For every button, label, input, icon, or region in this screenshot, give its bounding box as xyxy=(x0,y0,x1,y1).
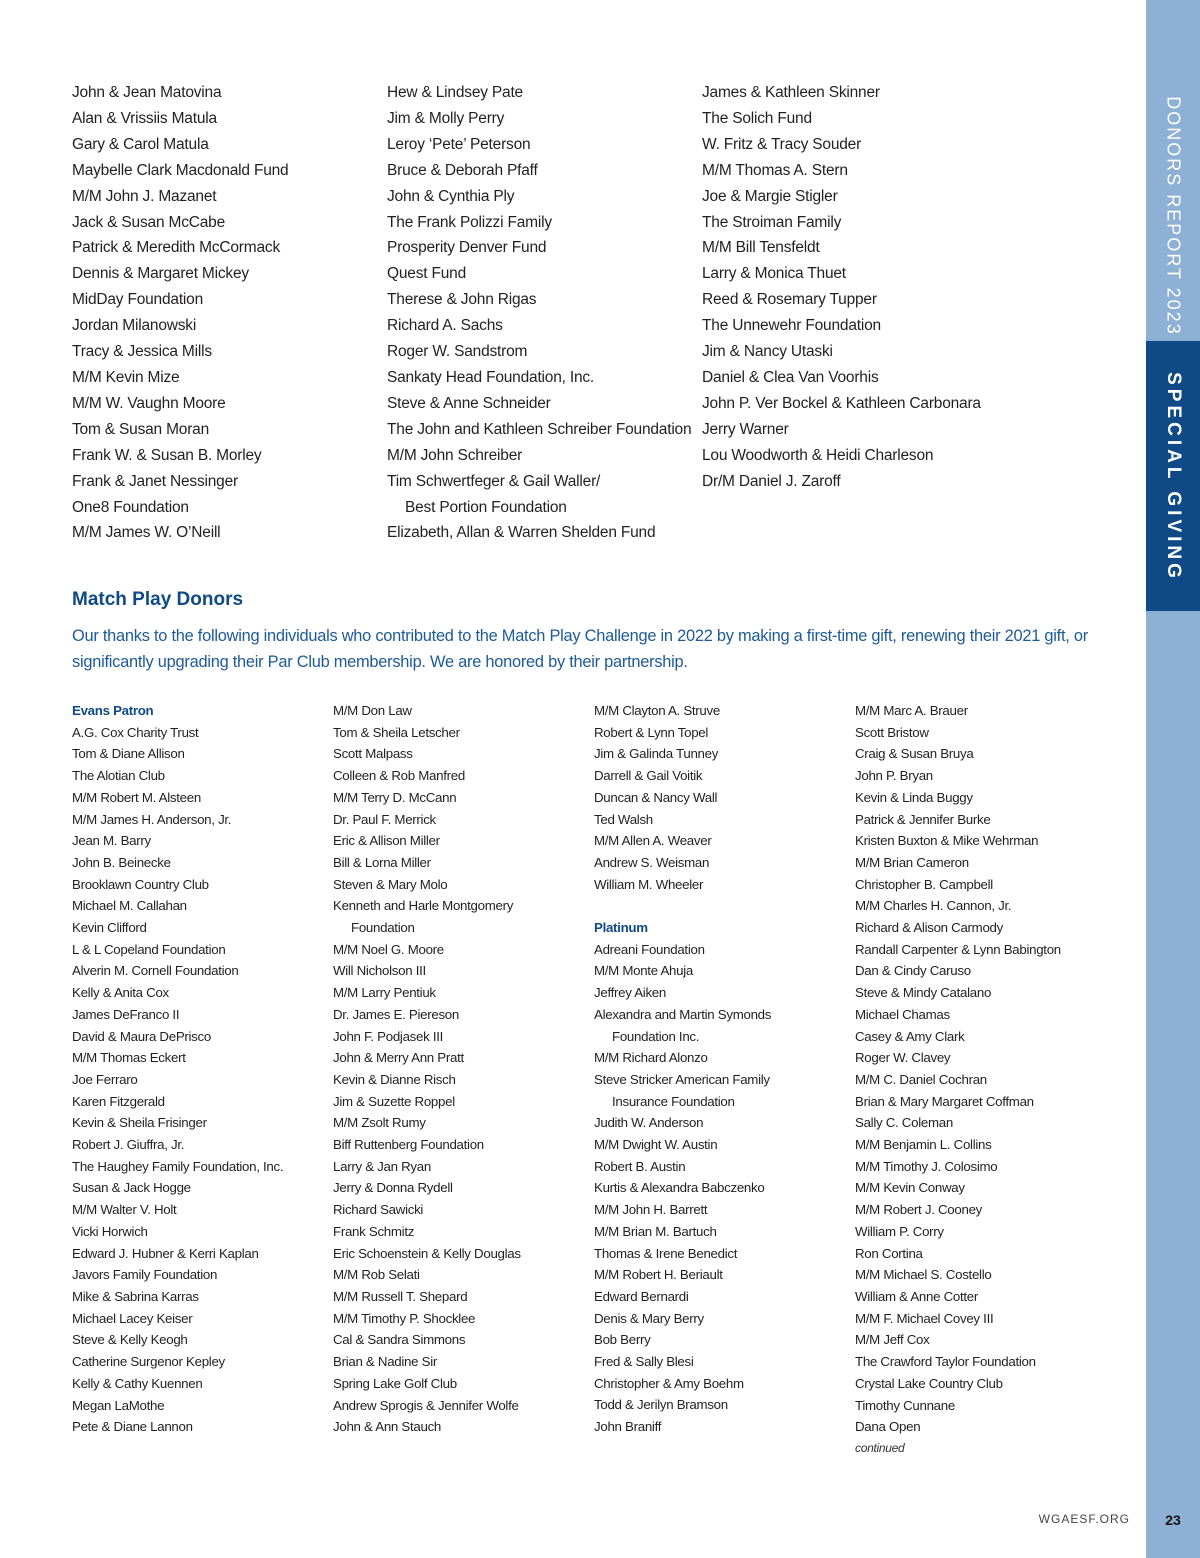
donor-group xyxy=(72,722,283,1438)
donor-name: Robert J. Giuffra, Jr. xyxy=(72,1137,185,1153)
section-label: SPECIAL GIVING xyxy=(1163,372,1184,582)
donor-name: John & Merry Ann Pratt xyxy=(333,1050,464,1066)
donor-name: Steven & Mary Molo xyxy=(333,876,448,892)
donor-name: The Solich Fund xyxy=(702,109,812,127)
spacer xyxy=(594,895,771,917)
donor-name: Christopher & Amy Boehm xyxy=(594,1375,744,1391)
donor-name: The Frank Polizzi Family xyxy=(387,213,552,231)
donor-name: Thomas & Irene Benedict xyxy=(594,1245,738,1261)
donor-name: MidDay Foundation xyxy=(72,291,204,309)
donor-name: M/M John J. Mazanet xyxy=(72,187,217,205)
donor-name: James & Kathleen Skinner xyxy=(702,84,880,101)
donor-name: M/M Zsolt Rumy xyxy=(333,1115,426,1131)
match-column-3 xyxy=(594,700,771,1438)
donor-name: L & L Copeland Foundation xyxy=(72,941,226,957)
donor-name: Fred & Sally Blesi xyxy=(594,1354,694,1370)
donor-name: M/M F. Michael Covey III xyxy=(855,1310,994,1326)
donor-name: Kelly & Cathy Kuennen xyxy=(72,1375,203,1391)
donor-name: Kevin Clifford xyxy=(72,920,147,936)
donor-name: Leroy ‘Pete’ Peterson xyxy=(387,135,531,153)
donor-name: M/M Terry D. McCann xyxy=(333,789,457,805)
donor-name: Foundation Inc. xyxy=(612,1028,700,1044)
donor-name: M/M Robert M. Alsteen xyxy=(72,789,201,805)
donor-name: Quest Fund xyxy=(387,265,466,283)
donor-name: M/M Marc A. Brauer xyxy=(855,703,968,718)
donor-name: Mike & Sabrina Karras xyxy=(72,1288,199,1304)
donor-name: Christopher B. Campbell xyxy=(855,876,993,892)
donor-name: Jordan Milanowski xyxy=(72,317,197,335)
intro-text: Our thanks to the following individuals who contributed to the Match Play Challenge in 2022 by making a first-time gift, renewing their 2021 gift, or significantly upgrading their Par Club membership. We are honored by their partnership. xyxy=(72,627,1088,671)
donor-name: Brooklawn Country Club xyxy=(72,876,209,892)
donor-name: Todd & Jerilyn Bramson xyxy=(594,1397,728,1413)
donor-name: Dan & Cindy Caruso xyxy=(855,963,971,979)
donor-name: Steve & Mindy Catalano xyxy=(855,985,992,1001)
donor-name: Casey & Amy Clark xyxy=(855,1028,965,1044)
donor-name: David & Maura DePrisco xyxy=(72,1028,211,1044)
donor-name: Alexandra and Martin Symonds xyxy=(594,1006,772,1022)
donor-name: Ted Walsh xyxy=(594,811,653,827)
donor-name: Duncan & Nancy Wall xyxy=(594,789,718,805)
donor-name: Dr. Paul F. Merrick xyxy=(333,811,436,827)
donor-name: Andrew Sprogis & Jennifer Wolfe xyxy=(333,1397,519,1413)
donor-name: One8 Foundation xyxy=(72,498,189,516)
donor-name: M/M Don Law xyxy=(333,703,412,718)
donor-name: M/M John Schreiber xyxy=(387,446,523,464)
donor-name: Larry & Jan Ryan xyxy=(333,1158,431,1174)
donor-name: Darrell & Gail Voitik xyxy=(594,768,703,784)
donor-name: Kurtis & Alexandra Babczenko xyxy=(594,1180,765,1196)
donor-name: Dana Open xyxy=(855,1419,921,1435)
donor-name: Crystal Lake Country Club xyxy=(855,1375,1003,1391)
donor-name: Scott Malpass xyxy=(333,746,413,762)
donor-name: Scott Bristow xyxy=(855,724,929,740)
donor-name: Jack & Susan McCabe xyxy=(72,213,225,231)
donor-name: Javors Family Foundation xyxy=(72,1267,218,1283)
donor-name: Frank W. & Susan B. Morley xyxy=(72,446,262,464)
donor-column-1 xyxy=(72,80,288,546)
donor-name: Denis & Mary Berry xyxy=(594,1310,704,1326)
donor-name: Timothy Cunnane xyxy=(855,1397,955,1413)
donor-name: Eric & Allison Miller xyxy=(333,833,440,849)
donor-name: M/M Timothy J. Colosimo xyxy=(855,1158,998,1174)
donor-name: Jim & Molly Perry xyxy=(387,109,505,127)
donor-name: Brian & Mary Margaret Coffman xyxy=(855,1093,1034,1109)
donor-name: Will Nicholson III xyxy=(333,963,426,979)
donor-name: M/M Thomas Eckert xyxy=(72,1050,186,1066)
donor-name: Sally C. Coleman xyxy=(855,1115,953,1131)
donor-name: Megan LaMothe xyxy=(72,1397,165,1413)
donor-name: Reed & Rosemary Tupper xyxy=(702,291,877,309)
donor-name: M/M Charles H. Cannon, Jr. xyxy=(855,898,1012,914)
donor-name: Roger W. Clavey xyxy=(855,1050,951,1066)
donor-name: Larry & Monica Thuet xyxy=(702,265,846,283)
donor-name: John F. Podjasek III xyxy=(333,1028,444,1044)
donor-name: Kenneth and Harle Montgomery xyxy=(333,898,514,914)
donor-name: M/M Benjamin L. Collins xyxy=(855,1137,992,1153)
donor-name: Steve & Anne Schneider xyxy=(387,394,551,412)
donor-name: John P. Bryan xyxy=(855,768,933,784)
donor-name: Michael M. Callahan xyxy=(72,898,187,914)
donor-name: M/M Monte Ahuja xyxy=(594,963,693,979)
donor-name: Craig & Susan Bruya xyxy=(855,746,974,762)
donor-name: Edward J. Hubner & Kerri Kaplan xyxy=(72,1245,259,1261)
donor-name: Jim & Galinda Tunney xyxy=(594,746,719,762)
donor-name: M/M Clayton A. Struve xyxy=(594,703,720,718)
website-url: WGAESF.ORG xyxy=(1038,1512,1130,1526)
donor-group xyxy=(594,939,771,1438)
donor-name: The Haughey Family Foundation, Inc. xyxy=(72,1158,284,1174)
donor-name: Jim & Nancy Utaski xyxy=(702,343,833,361)
donor-name: Colleen & Rob Manfred xyxy=(333,768,465,784)
donor-name: Richard Sawicki xyxy=(333,1202,424,1218)
donor-name: Tom & Diane Allison xyxy=(72,746,185,762)
section-title: Match Play Donors xyxy=(72,589,244,610)
donor-column-3 xyxy=(702,80,981,495)
donor-name: Catherine Surgenor Kepley xyxy=(72,1354,225,1370)
donor-name: Kevin & Dianne Risch xyxy=(333,1071,456,1087)
report-label: DONORS REPORT 2023 xyxy=(1163,96,1184,336)
donor-name: William P. Corry xyxy=(855,1223,944,1239)
donor-name: The John and Kathleen Schreiber Foundation xyxy=(387,420,692,438)
donor-name: Dr. James E. Piereson xyxy=(333,1006,459,1022)
donor-name: M/M Michael S. Costello xyxy=(855,1267,992,1283)
donor-name: Alverin M. Cornell Foundation xyxy=(72,963,239,979)
donor-name: M/M James W. O’Neill xyxy=(72,524,221,542)
donor-name: William & Anne Cotter xyxy=(855,1288,979,1304)
donor-name: Robert B. Austin xyxy=(594,1158,686,1174)
donor-name: M/M Russell T. Shepard xyxy=(333,1288,468,1304)
donor-name: M/M Brian M. Bartuch xyxy=(594,1223,717,1239)
donor-name: Patrick & Meredith McCormack xyxy=(72,239,281,257)
donor-name: M/M C. Daniel Cochran xyxy=(855,1071,987,1087)
donor-name: M/M Kevin Mize xyxy=(72,368,180,386)
donor-name: Jerry & Donna Rydell xyxy=(333,1180,453,1196)
donor-name: Vicki Horwich xyxy=(72,1223,148,1239)
donor-name: Bruce & Deborah Pfaff xyxy=(387,161,538,179)
donor-name: M/M Robert J. Cooney xyxy=(855,1202,983,1218)
donor-name: Ron Cortina xyxy=(855,1245,923,1261)
donor-name: M/M Richard Alonzo xyxy=(594,1050,708,1066)
donor-name: M/M James H. Anderson, Jr. xyxy=(72,811,232,827)
donor-name: Tracy & Jessica Mills xyxy=(72,343,212,361)
donor-name: John P. Ver Bockel & Kathleen Carbonara xyxy=(702,394,981,412)
donor-name: Bob Berry xyxy=(594,1332,651,1348)
donor-name: Elizabeth, Allan & Warren Shelden Fund xyxy=(387,524,656,542)
donor-name: Sankaty Head Foundation, Inc. xyxy=(387,368,595,386)
donor-name: Judith W. Anderson xyxy=(594,1115,704,1131)
donor-name: Cal & Sandra Simmons xyxy=(333,1332,466,1348)
donor-name: Richard A. Sachs xyxy=(387,317,503,335)
donor-name: Jim & Suzette Roppel xyxy=(333,1093,455,1109)
donor-name: Insurance Foundation xyxy=(612,1093,735,1109)
donor-name: Biff Ruttenberg Foundation xyxy=(333,1137,484,1153)
donor-name: Edward Bernardi xyxy=(594,1288,689,1304)
donor-name: M/M Rob Selati xyxy=(333,1267,420,1283)
donor-name: Kristen Buxton & Mike Wehrman xyxy=(855,833,1039,849)
donor-name: John & Jean Matovina xyxy=(72,84,222,101)
donor-name: M/M Allen A. Weaver xyxy=(594,833,712,849)
donor-name: Jerry Warner xyxy=(702,420,789,438)
donor-name: M/M Timothy P. Shocklee xyxy=(333,1310,476,1326)
donor-name: Kevin & Sheila Frisinger xyxy=(72,1115,207,1131)
donor-name: William M. Wheeler xyxy=(594,876,704,892)
donor-name: M/M Robert H. Beriault xyxy=(594,1267,723,1283)
donor-name: A.G. Cox Charity Trust xyxy=(72,724,199,740)
donor-name: John & Cynthia Ply xyxy=(387,187,515,205)
donor-name: Eric Schoenstein & Kelly Douglas xyxy=(333,1245,521,1261)
donor-name: John & Ann Stauch xyxy=(333,1419,442,1435)
donor-name: M/M Noel G. Moore xyxy=(333,941,444,957)
donor-name: Adreani Foundation xyxy=(594,941,705,957)
donor-name: Steve Stricker American Family xyxy=(594,1071,770,1087)
donor-name: Robert & Lynn Topel xyxy=(594,724,709,740)
donor-name: M/M Brian Cameron xyxy=(855,854,969,870)
donor-name: The Crawford Taylor Foundation xyxy=(855,1354,1036,1370)
donor-name: M/M Thomas A. Stern xyxy=(702,161,848,179)
donor-name: John B. Beinecke xyxy=(72,854,171,870)
donor-name: M/M W. Vaughn Moore xyxy=(72,394,226,412)
donor-name: Roger W. Sandstrom xyxy=(387,343,528,361)
donor-name: James DeFranco II xyxy=(72,1006,180,1022)
donor-name: Andrew S. Weisman xyxy=(594,854,710,870)
donor-name: The Unnewehr Foundation xyxy=(702,317,881,335)
tier-heading-evans-patron: Evans Patron xyxy=(72,703,154,718)
donor-name: Dr/M Daniel J. Zaroff xyxy=(702,472,841,490)
donor-name: Frank Schmitz xyxy=(333,1223,415,1239)
donor-name: Gary & Carol Matula xyxy=(72,135,209,153)
donor-name: John Braniff xyxy=(594,1419,662,1435)
donor-name: Alan & Vrissiis Matula xyxy=(72,109,217,127)
donor-name: Michael Lacey Keiser xyxy=(72,1310,193,1326)
donor-name: M/M Bill Tensfeldt xyxy=(702,239,820,257)
donor-name: Randall Carpenter & Lynn Babington xyxy=(855,941,1061,957)
donor-name: Maybelle Clark Macdonald Fund xyxy=(72,161,289,179)
match-column-4 xyxy=(855,700,1061,1460)
donor-name: M/M Larry Pentiuk xyxy=(333,985,436,1001)
donor-name: Lou Woodworth & Heidi Charleson xyxy=(702,446,934,464)
donor-name: Hew & Lindsey Pate xyxy=(387,84,523,101)
continued-note: continued xyxy=(855,1440,905,1455)
donor-name: Kevin & Linda Buggy xyxy=(855,789,973,805)
donor-name: M/M Jeff Cox xyxy=(855,1332,930,1348)
donor-name: Jeffrey Aiken xyxy=(594,985,666,1001)
donor-name: M/M Dwight W. Austin xyxy=(594,1137,718,1153)
donor-name: Karen Fitzgerald xyxy=(72,1093,165,1109)
donor-name: Spring Lake Golf Club xyxy=(333,1375,457,1391)
donor-name: Dennis & Margaret Mickey xyxy=(72,265,249,283)
page-number: 23 xyxy=(1165,1512,1181,1528)
donor-name: Foundation xyxy=(351,920,415,936)
donor-name: Tim Schwertfeger & Gail Waller/ xyxy=(387,472,601,490)
match-column-1 xyxy=(72,700,283,1438)
donor-name: Best Portion Foundation xyxy=(405,498,567,516)
donor-name: Tom & Susan Moran xyxy=(72,420,210,438)
donor-name: M/M Kevin Conway xyxy=(855,1180,965,1196)
donor-name: Daniel & Clea Van Voorhis xyxy=(702,368,879,386)
donor-name: Steve & Kelly Keogh xyxy=(72,1332,188,1348)
donor-name: Jean M. Barry xyxy=(72,833,151,849)
donor-name: Frank & Janet Nessinger xyxy=(72,472,238,490)
donor-name: Pete & Diane Lannon xyxy=(72,1419,193,1435)
donor-name: The Stroiman Family xyxy=(702,213,842,231)
donor-name: The Alotian Club xyxy=(72,768,165,784)
donor-name: Prosperity Denver Fund xyxy=(387,239,547,257)
donor-name: Tom & Sheila Letscher xyxy=(333,724,460,740)
donor-name: W. Fritz & Tracy Souder xyxy=(702,135,862,153)
donor-name: M/M Walter V. Holt xyxy=(72,1202,177,1218)
donor-name: Therese & John Rigas xyxy=(387,291,537,309)
donor-name: Patrick & Jennifer Burke xyxy=(855,811,991,827)
donor-name: Richard & Alison Carmody xyxy=(855,920,1003,936)
donor-name: Kelly & Anita Cox xyxy=(72,985,169,1001)
donor-name: Brian & Nadine Sir xyxy=(333,1354,437,1370)
donor-column-2 xyxy=(387,80,691,546)
donor-name: Michael Chamas xyxy=(855,1006,950,1022)
match-column-2 xyxy=(333,700,521,1438)
donor-name: Susan & Jack Hogge xyxy=(72,1180,191,1196)
donor-name: M/M John H. Barrett xyxy=(594,1202,708,1218)
donor-name: Joe & Margie Stigler xyxy=(702,187,838,205)
donor-group xyxy=(855,700,1061,1438)
donor-name: Joe Ferraro xyxy=(72,1071,138,1087)
tier-heading-platinum: Platinum xyxy=(594,920,648,936)
donor-group xyxy=(594,700,771,895)
donor-name: Bill & Lorna Miller xyxy=(333,854,431,870)
